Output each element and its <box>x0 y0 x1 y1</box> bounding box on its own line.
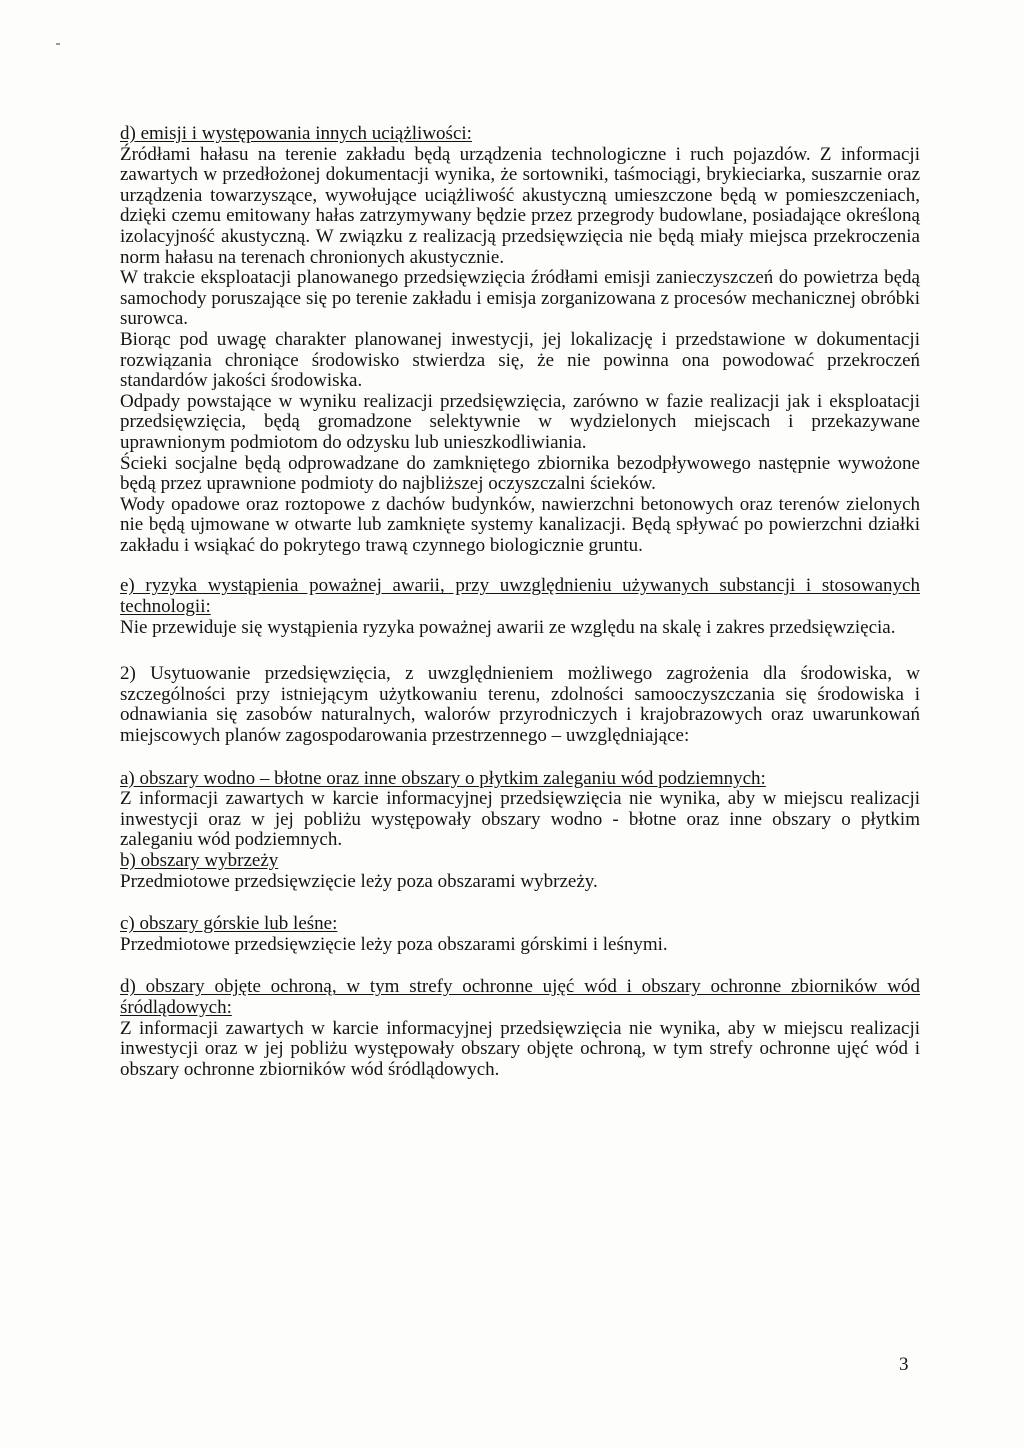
section-e-risk-text: Nie przewiduje się wystąpienia ryzyka poważnej awarii ze względu na skalę i zakres przedsięwzięcia. <box>120 616 896 638</box>
waste-paragraph: Odpady powstające w wyniku realizacji przedsięwzięcia, zarówno w fazie realizacji jak i eksploatacji przedsięwzięcia, będą gromadzone selektywnie w wydzielonych miejscach i przekazywane uprawnionym podmiotom do odzysku lub unieszkodliwiania. <box>120 390 920 453</box>
section-b-coast-heading: b) obszary wybrzeży <box>120 850 279 871</box>
section-a-wetlands-text: Z informacji zawartych w karcie informacyjnej przedsięwzięcia nie wynika, aby w miejscu realizacji inwestycji oraz w jej pobliżu występowały obszary wodno - błotne oraz inne obszary o płytkim zaleganiu wód podziemnych. <box>120 788 920 851</box>
sewage-paragraph: Ścieki socjalne będą odprowadzane do zamkniętego zbiornika bezodpływowego następnie wywożone będą przez uprawnione podmioty do najbliższej oczyszczalni ścieków. <box>120 452 920 495</box>
page-number: 3 <box>899 1354 909 1375</box>
scan-mark <box>56 43 60 45</box>
noise-paragraph: Źródłami hałasu na terenie zakładu będą urządzenia technologiczne i ruch pojazdów. Z informacji zawartych w przedłożonej dokumentacji wynika, że sortowniki, taśmociągi, brykieciarka, suszarnie oraz urządzenia towarzyszące, wywołujące uciążliwość akustyczną umieszczone będą w pomieszczeniach, dzięki czemu emitowany hałas zatrzymywany będzie przez przegrody budowlane, posiadające określoną izolacyjność akustyczną. W związku z realizacją przedsięwzięcia nie będą miały miejsca przekroczenia norm hałasu na terenach chronionych akustycznie. <box>120 143 920 268</box>
air-emission-paragraph: W trakcie eksploatacji planowanego przedsięwzięcia źródłami emisji zanieczyszczeń do powietrza będą samochody poruszające się po terenie zakładu i emisja zorganizowana z procesów mechanicznej obróbki surowca. <box>120 267 920 330</box>
section-a-wetlands-heading: a) obszary wodno – błotne oraz inne obszary o płytkim zaleganiu wód podziemnych: <box>120 767 766 789</box>
document-body <box>120 124 920 1080</box>
section-c-mountain-heading: c) obszary górskie lub leśne: <box>120 913 338 935</box>
section-e-risk-heading: e) ryzyka wystąpienia poważnej awarii, przy uwzględnieniu używanych substancji i stosowanych technologii: <box>120 575 920 618</box>
rainwater-paragraph: Wody opadowe oraz roztopowe z dachów budynków, nawierzchni betonowych oraz terenów zielonych nie będą ujmowane w otwarte lub zamknięte systemy kanalizacji. Będą spływać po powierzchni działki zakładu i wsiąkać do pokrytego trawą czynnego biologicznie gruntu. <box>120 493 920 556</box>
section-b-coast-text: Przedmiotowe przedsięwzięcie leży poza obszarami wybrzeży. <box>120 870 598 892</box>
section-d-emissions-heading: d) emisji i występowania innych uciążliwości: <box>120 123 472 144</box>
section-d-protected-text: Z informacji zawartych w karcie informacyjnej przedsięwzięcia nie wynika, aby w miejscu realizacji inwestycji oraz w jej pobliżu występowały obszary objęte ochroną, w tym strefy ochronne ujęć wód i obszary ochronne zbiorników wód śródlądowych. <box>120 1017 920 1080</box>
section-d-protected-heading: d) obszary objęte ochroną, w tym strefy ochronne ujęć wód i obszary ochronne zbiorników wód śródlądowych: <box>120 976 920 1018</box>
section-c-mountain-text: Przedmiotowe przedsięwzięcie leży poza obszarami górskimi i leśnymi. <box>120 933 668 955</box>
environment-standards-paragraph: Biorąc pod uwagę charakter planowanej inwestycji, jej lokalizację i przedstawione w dokumentacji rozwiązania chroniące środowisko stwierdza się, że nie powinna ona powodować przekroczeń standardów jakości środowiska. <box>120 328 920 392</box>
location-intro-paragraph: 2) Usytuowanie przedsięwzięcia, z uwzględnieniem możliwego zagrożenia dla środowiska, w szczególności przy istniejącym użytkowaniu terenu, zdolności samooczyszczania się środowiska i odnawiania się zasobów naturalnych, walorów przyrodniczych i krajobrazowych oraz uwarunkowań miejscowych planów zagospodarowania przestrzennego – uwzględniające: <box>120 663 920 747</box>
